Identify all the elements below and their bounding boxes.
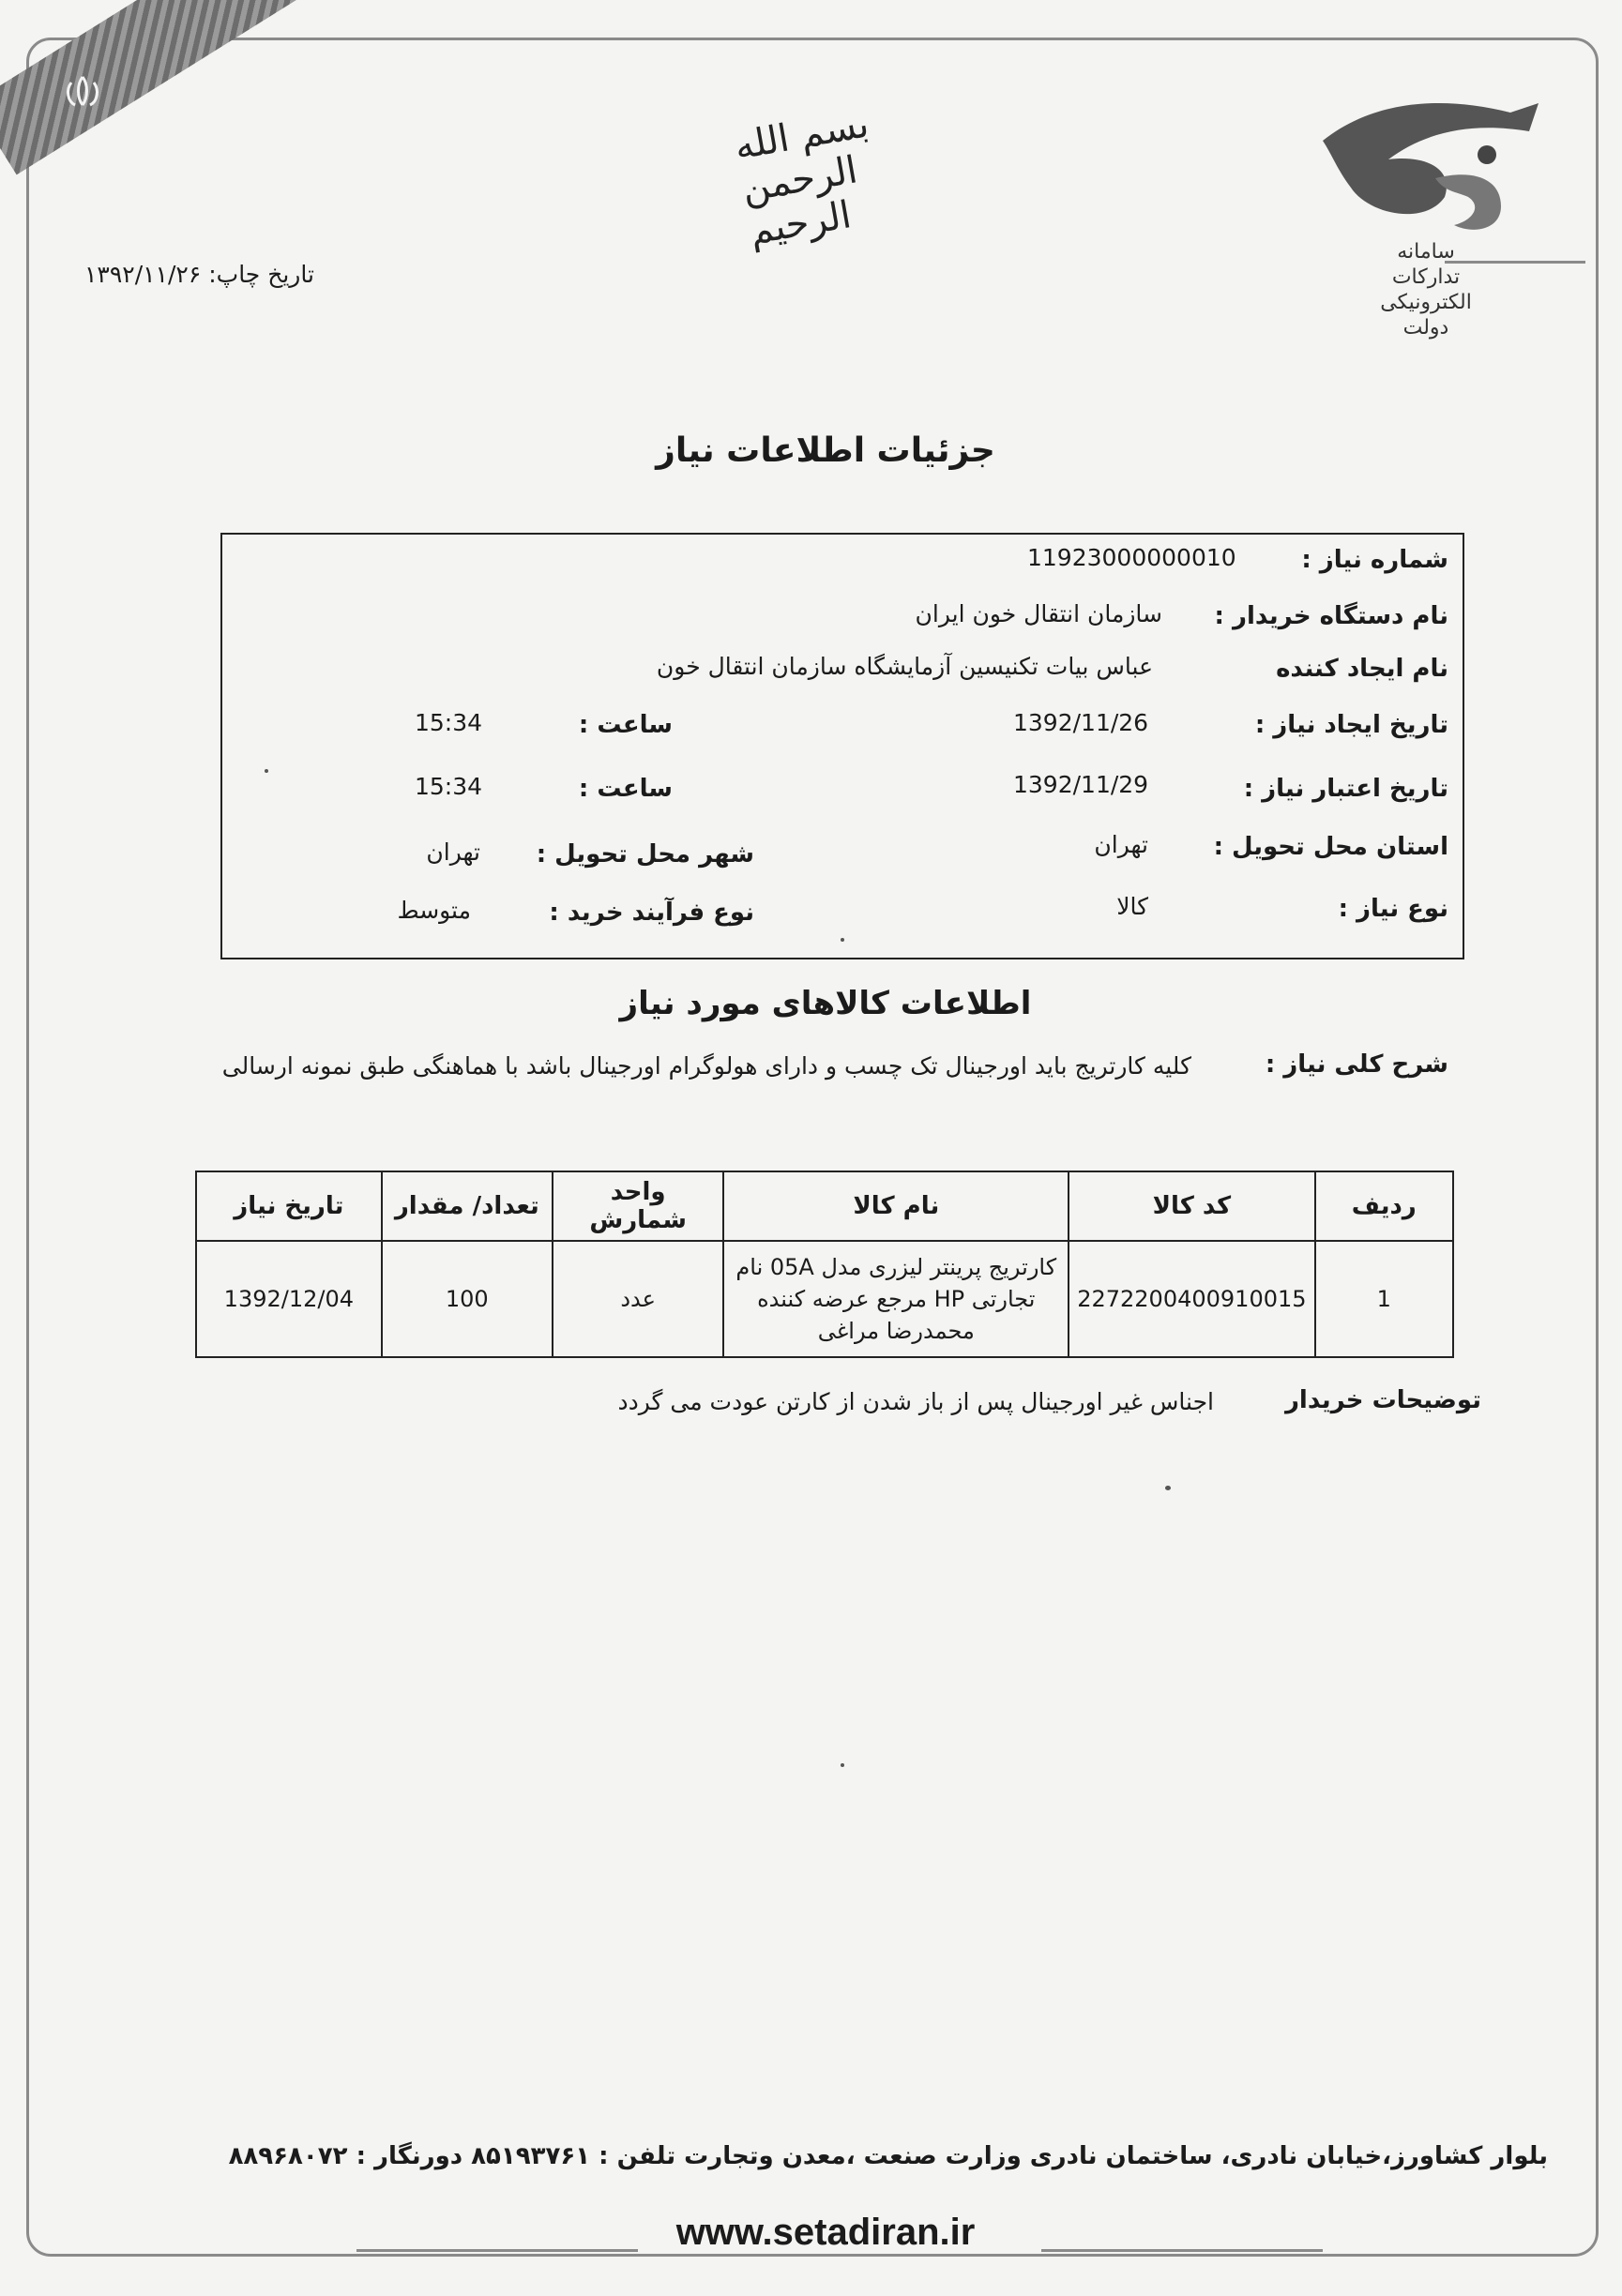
- need-type-label: نوع نیاز :: [1338, 895, 1448, 923]
- buyer-notes-label: توضیحات خریدار: [1284, 1386, 1481, 1414]
- creator-label: نام ایجاد کننده: [1276, 655, 1448, 683]
- col-item-code: کد کالا: [1069, 1171, 1314, 1241]
- purchase-process-label: نوع فرآیند خرید :: [549, 899, 754, 927]
- buyer-org-label: نام دستگاه خریدار :: [1214, 602, 1448, 630]
- col-unit: واحد شمارش: [553, 1171, 723, 1241]
- logo-line-3: الکترونیکی: [1380, 291, 1472, 314]
- cell-item-name: کارتریج پرینتر لیزری مدل 05A نام تجارتی HP مرجع عرضه کننده محمدرضا مراغی: [723, 1241, 1069, 1357]
- scan-speck: [841, 1763, 844, 1767]
- valid-date-value: 1392/11/29: [1013, 771, 1149, 798]
- cell-item-code: 2272200400910015: [1069, 1241, 1314, 1357]
- setad-logo: [1285, 66, 1567, 347]
- buyer-org-value: سازمان انتقال خون ایران: [915, 600, 1162, 627]
- cell-unit: عدد: [553, 1241, 723, 1357]
- city-label: شهر محل تحویل :: [536, 840, 754, 869]
- cell-need-date: 1392/12/04: [196, 1241, 382, 1357]
- col-need-date: تاریخ نیاز: [196, 1171, 382, 1241]
- col-item-name: نام کالا: [723, 1171, 1069, 1241]
- scan-speck: [841, 938, 844, 942]
- cell-quantity: 100: [382, 1241, 553, 1357]
- province-value: تهران: [1094, 831, 1148, 858]
- goods-section-title: اطلاعات کالاهای مورد نیاز: [619, 985, 1032, 1022]
- valid-time-value: 15:34: [415, 773, 483, 800]
- footer-address: بلوار کشاورز،خیابان نادری، ساختمان نادری وزارت صنعت ،معدن وتجارت تلفن : ۸۵۱۹۳۷۶۱ دورنگار : ۸۸۹۶۸۰۷۲: [228, 2142, 1548, 2170]
- province-label: استان محل تحویل :: [1213, 833, 1448, 861]
- created-date-value: 1392/11/26: [1013, 709, 1149, 736]
- need-info-box: [220, 533, 1464, 959]
- purchase-process-value: متوسط: [397, 897, 471, 924]
- city-value: تهران: [426, 838, 480, 866]
- page-frame: [26, 38, 1599, 2257]
- iran-emblem-icon: [58, 73, 107, 111]
- scan-speck: [265, 769, 268, 773]
- print-date-label: تاریخ چاپ:: [208, 261, 314, 288]
- website-url: www.setadiran.ir: [675, 2212, 976, 2253]
- general-description-label: شرح کلی نیاز :: [1265, 1050, 1448, 1079]
- valid-date-label: تاریخ اعتبار نیاز :: [1243, 775, 1448, 803]
- cell-row-number: 1: [1315, 1241, 1453, 1357]
- need-number-value: 11923000000010: [1027, 544, 1236, 571]
- need-type-value: کالا: [1116, 893, 1148, 920]
- created-time-label: ساعت :: [578, 711, 673, 739]
- logo-line-2: تدارکات: [1391, 265, 1461, 289]
- created-time-value: 15:34: [415, 709, 483, 736]
- goods-table: [195, 1171, 1454, 1358]
- logo-line-1: سامانه: [1397, 240, 1455, 264]
- valid-time-label: ساعت :: [578, 775, 673, 803]
- table-row: [196, 1241, 1453, 1357]
- print-date: [84, 261, 314, 288]
- col-quantity: تعداد/ مقدار: [382, 1171, 553, 1241]
- basmala: بسم الله الرحمن الرحیم: [731, 102, 872, 254]
- need-number-label: شماره نیاز :: [1301, 546, 1448, 574]
- page-title: جزئیات اطلاعات نیاز: [656, 431, 995, 470]
- col-row-number: ردیف: [1315, 1171, 1453, 1241]
- general-description-value: کلیه کارتریج باید اورجینال تک چسب و دارای هولوگرام اورجینال باشد با هماهنگی طبق نمونه ارسالی: [221, 1052, 1191, 1080]
- print-date-value: ۱۳۹۲/۱۱/۲۶: [84, 261, 202, 288]
- table-header-row: [196, 1171, 1453, 1241]
- logo-line-4: دولت: [1402, 316, 1449, 340]
- created-date-label: تاریخ ایجاد نیاز :: [1254, 711, 1448, 739]
- creator-value: عباس بیات تکنیسین آزمایشگاه سازمان انتقال خون: [656, 653, 1153, 680]
- scan-speck: [1165, 1486, 1171, 1490]
- buyer-notes-value: اجناس غیر اورجینال پس از باز شدن از کارتن عودت می گردد: [617, 1388, 1214, 1415]
